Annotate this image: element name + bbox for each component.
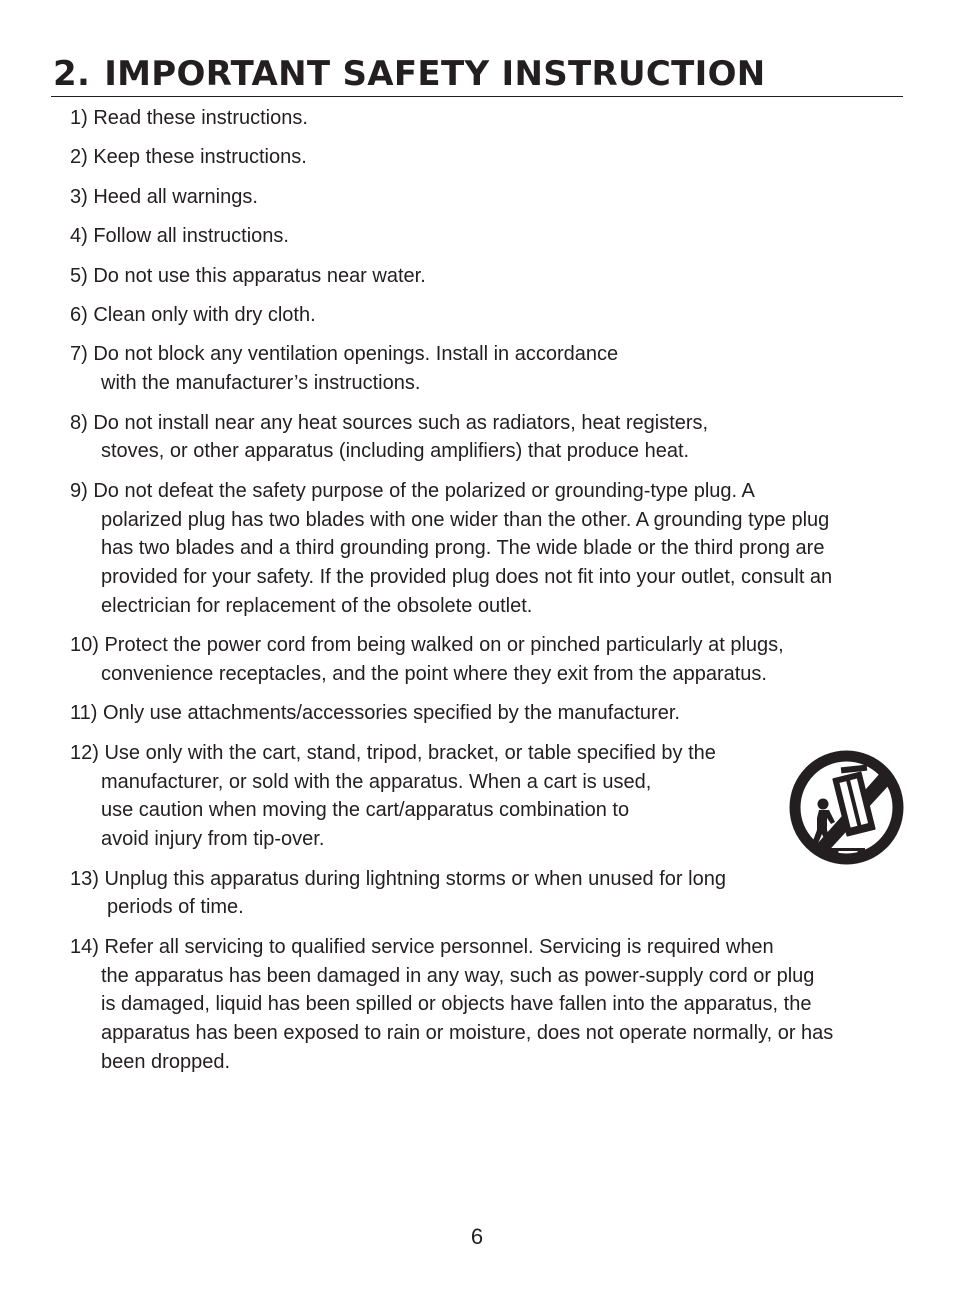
instruction-line: 14) Refer all servicing to qualified service personnel. Servicing is required when	[70, 935, 774, 958]
instruction-line: is damaged, liquid has been spilled or objects have fallen into the apparatus, the	[101, 993, 812, 1016]
instruction-item	[70, 301, 900, 330]
instruction-item	[70, 104, 900, 133]
instruction-line: has two blades and a third grounding prong. The wide blade or the third prong are	[101, 537, 825, 560]
instruction-line: 11) Only use attachments/accessories specified by the manufacturer.	[70, 702, 680, 725]
instruction-item	[70, 262, 900, 291]
instruction-line: been dropped.	[101, 1051, 231, 1074]
instruction-item	[70, 739, 900, 854]
instruction-line: 6) Clean only with dry cloth.	[70, 303, 316, 326]
instruction-line: 8) Do not install near any heat sources such as radiators, heat registers,	[70, 411, 709, 434]
heading-rule	[51, 96, 903, 97]
section-number: 2.	[53, 54, 91, 94]
safety-instruction-list	[70, 104, 900, 1087]
instruction-line: avoid injury from tip-over.	[101, 828, 325, 851]
instruction-item	[70, 222, 900, 251]
instruction-line: 12) Use only with the cart, stand, tripod, bracket, or table specified by the	[70, 741, 716, 764]
instruction-item	[70, 631, 900, 689]
instruction-line: 5) Do not use this apparatus near water.	[70, 264, 426, 287]
instruction-item	[70, 477, 900, 621]
cart-tip-over-warning-icon	[789, 750, 904, 865]
instruction-line: use caution when moving the cart/apparatus combination to	[101, 799, 630, 822]
instruction-line: 9) Do not defeat the safety purpose of the polarized or grounding-type plug. A	[70, 479, 755, 502]
instruction-line: 3) Heed all warnings.	[70, 185, 258, 208]
instruction-line: electrician for replacement of the obsolete outlet.	[101, 594, 533, 617]
page-heading	[53, 50, 766, 98]
instruction-line: 10) Protect the power cord from being walked on or pinched particularly at plugs,	[70, 634, 784, 657]
instruction-line: 13) Unplug this apparatus during lightning storms or when unused for long	[70, 867, 726, 890]
instruction-item	[70, 409, 900, 467]
instruction-line: 7) Do not block any ventilation openings. Install in accordance	[70, 343, 619, 366]
instruction-line: manufacturer, or sold with the apparatus. When a cart is used,	[101, 770, 652, 793]
instruction-line: provided for your safety. If the provided plug does not fit into your outlet, consult an	[101, 566, 833, 589]
instruction-line: with the manufacturer’s instructions.	[101, 372, 421, 395]
instruction-item	[70, 143, 900, 172]
instruction-item	[70, 865, 900, 923]
instruction-line: 1) Read these instructions.	[70, 107, 308, 129]
section-title: IMPORTANT SAFETY INSTRUCTION	[104, 54, 766, 94]
instruction-line: the apparatus has been damaged in any way, such as power-supply cord or plug	[101, 964, 815, 987]
page-number: 6	[470, 1224, 484, 1249]
instruction-line: apparatus has been exposed to rain or moisture, does not operate normally, or has	[101, 1022, 834, 1045]
instruction-line: 2) Keep these instructions.	[70, 146, 307, 169]
instruction-item	[70, 699, 900, 728]
instruction-line: periods of time.	[107, 896, 244, 919]
instruction-item	[70, 183, 900, 212]
instruction-item	[70, 933, 900, 1077]
instruction-line: 4) Follow all instructions.	[70, 225, 289, 248]
instruction-line: stoves, or other apparatus (including amplifiers) that produce heat.	[101, 440, 690, 463]
instruction-line: polarized plug has two blades with one wider than the other. A grounding type plug	[101, 508, 830, 531]
instruction-line: convenience receptacles, and the point where they exit from the apparatus.	[101, 663, 767, 686]
instruction-item	[70, 340, 900, 398]
